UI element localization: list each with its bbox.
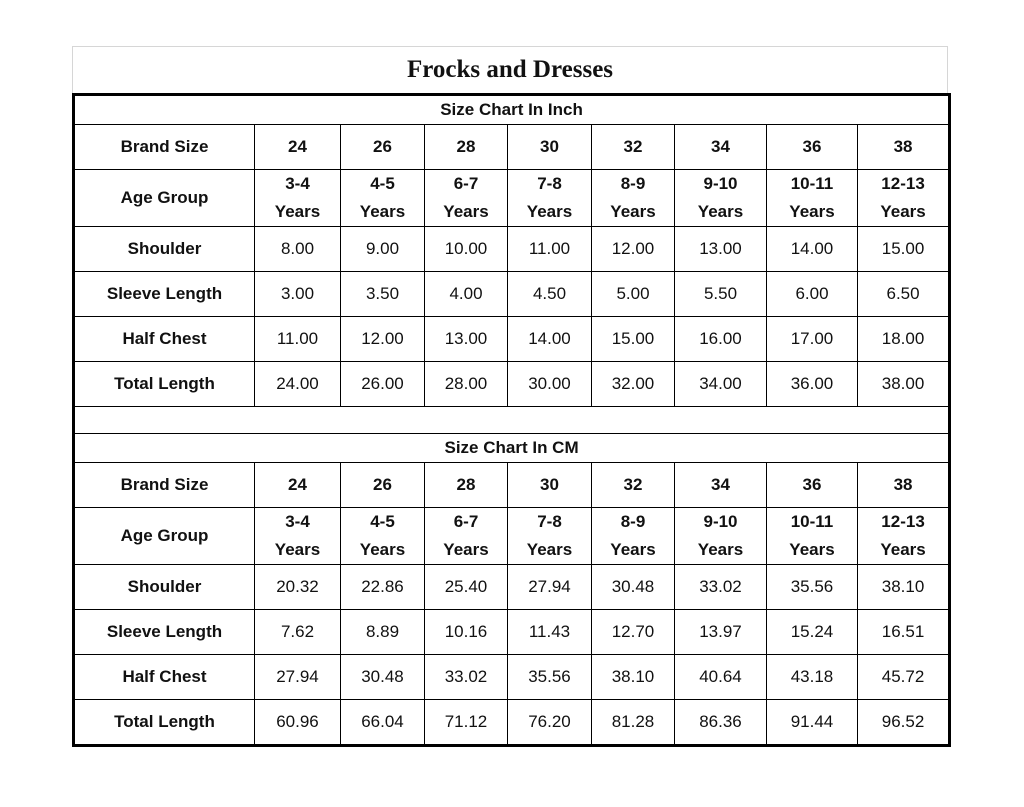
- age-unit: Years: [526, 540, 573, 559]
- size-chart-body: [74, 95, 950, 746]
- size-cell: 28: [425, 463, 508, 508]
- row-label: Total Length: [74, 700, 255, 746]
- row-label: Age Group: [74, 508, 255, 565]
- value-cell: 40.64: [675, 655, 767, 700]
- value-cell: 45.72: [858, 655, 950, 700]
- section-spacer-row: [74, 407, 950, 434]
- value-cell: 13.00: [675, 227, 767, 272]
- row-label: Age Group: [74, 170, 255, 227]
- value-cell: 96.52: [858, 700, 950, 746]
- inch-age-group-row: [74, 170, 950, 227]
- row-label: Sleeve Length: [74, 272, 255, 317]
- value-cell: 27.94: [255, 655, 341, 700]
- row-label: Shoulder: [74, 227, 255, 272]
- age-range: 10-11: [790, 174, 834, 193]
- row-label: Total Length: [74, 362, 255, 407]
- page-title: Frocks and Dresses: [406, 56, 614, 83]
- size-chart-sheet: [72, 46, 948, 747]
- table-row: [74, 272, 950, 317]
- value-cell: 35.56: [767, 565, 858, 610]
- value-cell: 14.00: [767, 227, 858, 272]
- age-unit: Years: [880, 202, 926, 221]
- size-cell: 34: [675, 125, 767, 170]
- age-unit: Years: [697, 202, 744, 221]
- value-cell: 30.00: [508, 362, 592, 407]
- value-cell: 16.51: [858, 610, 950, 655]
- value-cell: 32.00: [592, 362, 675, 407]
- value-cell: 33.02: [675, 565, 767, 610]
- age-range: 3-4: [285, 174, 310, 193]
- table-row: [74, 565, 950, 610]
- cm-heading-row: [74, 434, 950, 463]
- row-label: Brand Size: [74, 463, 255, 508]
- value-cell: 35.56: [508, 655, 592, 700]
- value-cell: 6.00: [767, 272, 858, 317]
- age-cell: [341, 508, 425, 565]
- cm-section-heading: Size Chart In CM: [74, 434, 950, 463]
- value-cell: 10.16: [425, 610, 508, 655]
- age-cell: [767, 508, 858, 565]
- value-cell: 34.00: [675, 362, 767, 407]
- table-row: [74, 610, 950, 655]
- value-cell: 12.70: [592, 610, 675, 655]
- inch-brand-size-row: [74, 125, 950, 170]
- value-cell: 8.89: [341, 610, 425, 655]
- age-cell: [425, 170, 508, 227]
- value-cell: 6.50: [858, 272, 950, 317]
- value-cell: 86.36: [675, 700, 767, 746]
- size-cell: 28: [425, 125, 508, 170]
- age-range: 4-5: [370, 174, 395, 193]
- value-cell: 71.12: [425, 700, 508, 746]
- size-cell: 24: [255, 463, 341, 508]
- age-range: 9-10: [703, 174, 738, 193]
- value-cell: 11.43: [508, 610, 592, 655]
- value-cell: 5.50: [675, 272, 767, 317]
- age-range: 6-7: [453, 174, 479, 193]
- age-range: 8-9: [620, 512, 646, 531]
- row-label: Shoulder: [74, 565, 255, 610]
- value-cell: 38.10: [858, 565, 950, 610]
- cm-age-group-row: [74, 508, 950, 565]
- age-cell: [592, 508, 675, 565]
- value-cell: 22.86: [341, 565, 425, 610]
- age-cell: [858, 508, 950, 565]
- size-cell: 32: [592, 125, 675, 170]
- age-range: 9-10: [703, 512, 738, 531]
- value-cell: 91.44: [767, 700, 858, 746]
- size-cell: 26: [341, 125, 425, 170]
- value-cell: 13.00: [425, 317, 508, 362]
- title-row: [72, 46, 948, 93]
- value-cell: 15.00: [858, 227, 950, 272]
- age-unit: Years: [526, 202, 573, 221]
- size-cell: 34: [675, 463, 767, 508]
- value-cell: 28.00: [425, 362, 508, 407]
- size-cell: 26: [341, 463, 425, 508]
- age-cell: [255, 170, 341, 227]
- age-cell: [675, 508, 767, 565]
- value-cell: 16.00: [675, 317, 767, 362]
- age-range: 12-13: [881, 174, 925, 193]
- age-unit: Years: [880, 540, 926, 559]
- row-label: Brand Size: [74, 125, 255, 170]
- age-unit: Years: [610, 202, 656, 221]
- value-cell: 30.48: [341, 655, 425, 700]
- value-cell: 66.04: [341, 700, 425, 746]
- value-cell: 76.20: [508, 700, 592, 746]
- age-range: 12-13: [881, 512, 925, 531]
- value-cell: 12.00: [592, 227, 675, 272]
- value-cell: 36.00: [767, 362, 858, 407]
- value-cell: 60.96: [255, 700, 341, 746]
- age-cell: [508, 170, 592, 227]
- age-range: 7-8: [537, 512, 562, 531]
- age-unit: Years: [789, 202, 835, 221]
- age-range: 7-8: [537, 174, 562, 193]
- value-cell: 9.00: [341, 227, 425, 272]
- value-cell: 43.18: [767, 655, 858, 700]
- age-cell: [858, 170, 950, 227]
- value-cell: 18.00: [858, 317, 950, 362]
- age-cell: [767, 170, 858, 227]
- value-cell: 13.97: [675, 610, 767, 655]
- value-cell: 25.40: [425, 565, 508, 610]
- value-cell: 4.50: [508, 272, 592, 317]
- value-cell: 26.00: [341, 362, 425, 407]
- size-cell: 36: [767, 125, 858, 170]
- inch-heading-row: [74, 95, 950, 125]
- value-cell: 81.28: [592, 700, 675, 746]
- size-chart-table: [72, 93, 951, 747]
- age-range: 6-7: [453, 512, 479, 531]
- age-cell: [508, 508, 592, 565]
- value-cell: 11.00: [508, 227, 592, 272]
- row-label: Half Chest: [74, 317, 255, 362]
- table-row: [74, 655, 950, 700]
- age-range: 10-11: [790, 512, 834, 531]
- value-cell: 3.50: [341, 272, 425, 317]
- cm-brand-size-row: [74, 463, 950, 508]
- size-cell: 24: [255, 125, 341, 170]
- age-unit: Years: [274, 540, 321, 559]
- row-label: Half Chest: [74, 655, 255, 700]
- value-cell: 30.48: [592, 565, 675, 610]
- age-cell: [592, 170, 675, 227]
- size-cell: 30: [508, 463, 592, 508]
- value-cell: 10.00: [425, 227, 508, 272]
- size-cell: 38: [858, 125, 950, 170]
- section-spacer: [74, 407, 950, 434]
- value-cell: 33.02: [425, 655, 508, 700]
- value-cell: 20.32: [255, 565, 341, 610]
- value-cell: 7.62: [255, 610, 341, 655]
- value-cell: 3.00: [255, 272, 341, 317]
- age-unit: Years: [610, 540, 656, 559]
- age-unit: Years: [359, 540, 406, 559]
- age-unit: Years: [443, 540, 489, 559]
- size-cell: 36: [767, 463, 858, 508]
- age-range: 8-9: [620, 174, 646, 193]
- value-cell: 15.24: [767, 610, 858, 655]
- value-cell: 14.00: [508, 317, 592, 362]
- value-cell: 5.00: [592, 272, 675, 317]
- value-cell: 11.00: [255, 317, 341, 362]
- value-cell: 38.10: [592, 655, 675, 700]
- value-cell: 38.00: [858, 362, 950, 407]
- table-row: [74, 362, 950, 407]
- value-cell: 27.94: [508, 565, 592, 610]
- size-cell: 32: [592, 463, 675, 508]
- value-cell: 4.00: [425, 272, 508, 317]
- size-cell: 30: [508, 125, 592, 170]
- size-cell: 38: [858, 463, 950, 508]
- age-unit: Years: [443, 202, 489, 221]
- age-cell: [425, 508, 508, 565]
- age-unit: Years: [789, 540, 835, 559]
- age-cell: [675, 170, 767, 227]
- age-cell: [341, 170, 425, 227]
- value-cell: 8.00: [255, 227, 341, 272]
- value-cell: 15.00: [592, 317, 675, 362]
- table-row: [74, 700, 950, 746]
- age-range: 3-4: [285, 512, 310, 531]
- age-unit: Years: [359, 202, 406, 221]
- value-cell: 12.00: [341, 317, 425, 362]
- inch-section-heading: Size Chart In Inch: [74, 95, 950, 125]
- age-unit: Years: [274, 202, 321, 221]
- age-cell: [255, 508, 341, 565]
- row-label: Sleeve Length: [74, 610, 255, 655]
- value-cell: 24.00: [255, 362, 341, 407]
- age-range: 4-5: [370, 512, 395, 531]
- table-row: [74, 317, 950, 362]
- table-row: [74, 227, 950, 272]
- age-unit: Years: [697, 540, 744, 559]
- value-cell: 17.00: [767, 317, 858, 362]
